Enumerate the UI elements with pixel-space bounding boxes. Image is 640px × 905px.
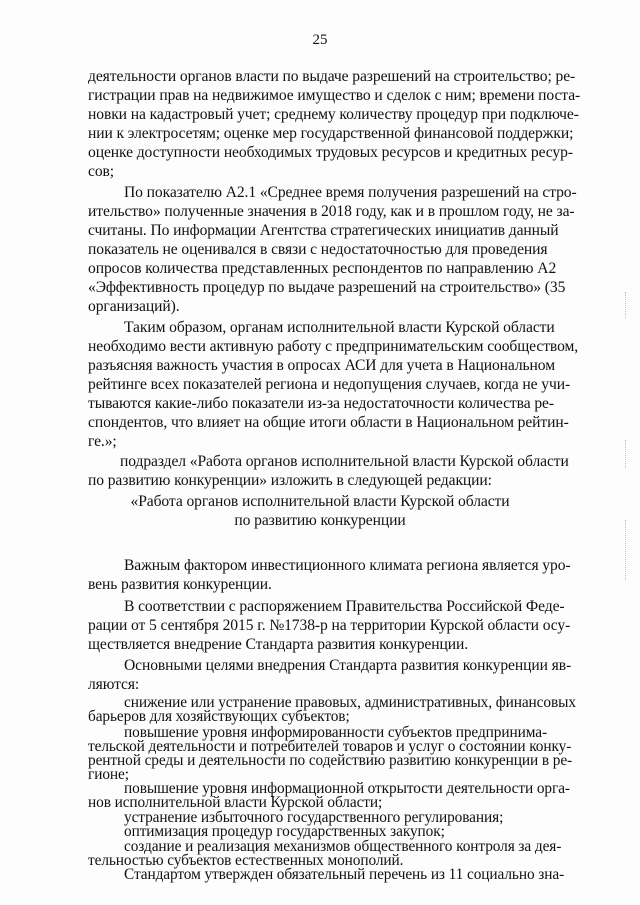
page-number: 25 (312, 32, 328, 48)
text-line: ществляется внедрение Стандарта развития конкуренции. (88, 636, 468, 653)
scan-margin-mark (625, 520, 627, 580)
text-line: устранение избыточного государственного регулирования; (124, 809, 504, 826)
text-line: спондентов, что влияет на общие итоги области в Национальном рейтин- (88, 414, 569, 431)
text-line: деятельности органов власти по выдаче разрешений на строительство; ре- (88, 68, 576, 85)
text-line: ге.»; (88, 433, 117, 450)
text-line: необходимо вести активную работу с предпринимательским сообществом, (88, 338, 579, 355)
text-line: показатель не оценивался в связи с недостаточностью для проведения (88, 241, 548, 258)
text-line: По показателю А2.1 «Среднее время получения разрешений на стро- (124, 184, 577, 201)
text-line: нии к электросетям; оценке мер государственной финансовой поддержки; (88, 125, 574, 142)
text-line: В соответствии с распоряжением Правительства Российской Феде- (124, 598, 565, 615)
text-line: сов; (88, 163, 115, 180)
section-heading-line: по развитию конкуренции (234, 512, 406, 529)
text-line: повышение уровня информированности субъектов предпринима- (124, 724, 547, 741)
text-line: Таким образом, органам исполнительной власти Курской области (124, 319, 555, 336)
text-line: ляются: (88, 676, 140, 693)
text-line: тываются какие-либо показатели из-за недостаточности количества ре- (88, 395, 554, 412)
text-line: тельской деятельности и потребителей товаров и услуг о состоянии конку- (88, 738, 572, 755)
text-line: Основными целями внедрения Стандарта развития конкуренции яв- (124, 657, 572, 674)
text-line: подраздел «Работа органов исполнительной власти Курской области (120, 453, 569, 470)
text-line: нов исполнительной власти Курской области; (88, 794, 383, 811)
text-line: снижение или устранение правовых, административных, финансовых (124, 694, 576, 711)
text-line: ительство» полученные значения в 2018 году, как и в прошлом году, не за- (88, 203, 575, 220)
text-line: «Эффективность процедур по выдаче разрешений на строительство» (35 (88, 279, 566, 296)
text-line: рации от 5 сентября 2015 г. №1738-р на территории Курской области осу- (88, 617, 571, 634)
text-line: создание и реализация механизмов общественного контроля за дея- (124, 838, 562, 855)
scan-margin-mark (625, 292, 627, 318)
scan-margin-mark (625, 440, 627, 468)
text-line: тельностью субъектов естественных монополий. (88, 852, 404, 869)
text-line: гистрации прав на недвижимое имущество и сделок с ним; времени поста- (88, 87, 581, 104)
text-line: гионе; (88, 766, 129, 783)
text-line: повышение уровня информационной открытости деятельности орга- (124, 780, 570, 797)
text-line: рейтинге всех показателей региона и недопущения случаев, когда не учи- (88, 376, 571, 393)
text-line: барьеров для хозяйствующих субъектов; (88, 708, 350, 725)
text-line: оптимизация процедур государственных закупок; (124, 823, 445, 840)
text-line: опросов количества представленных респондентов по направлению А2 (88, 260, 557, 277)
text-line: новки на кадастровый учет; среднему количеству процедур при подключе- (88, 106, 579, 123)
text-line: оценке доступности необходимых трудовых ресурсов и кредитных ресур- (88, 144, 573, 161)
text-line: Стандартом утвержден обязательный перечень из 11 социально зна- (124, 866, 565, 883)
text-line: рентной среды и деятельности по содействию развитию конкуренции в ре- (88, 752, 573, 769)
text-line: организаций). (88, 298, 180, 315)
text-line: вень развития конкуренции. (88, 576, 272, 593)
text-line: считаны. По информации Агентства стратегических инициатив данный (88, 222, 559, 239)
text-line: Важным фактором инвестиционного климата региона является уро- (124, 557, 571, 574)
text-line: по развитию конкуренции» изложить в следующей редакции: (88, 472, 492, 489)
text-line: разъясняя важность участия в опросах АСИ для учета в Национальном (88, 357, 555, 374)
section-heading-line: «Работа органов исполнительной власти Курской области (130, 493, 510, 510)
